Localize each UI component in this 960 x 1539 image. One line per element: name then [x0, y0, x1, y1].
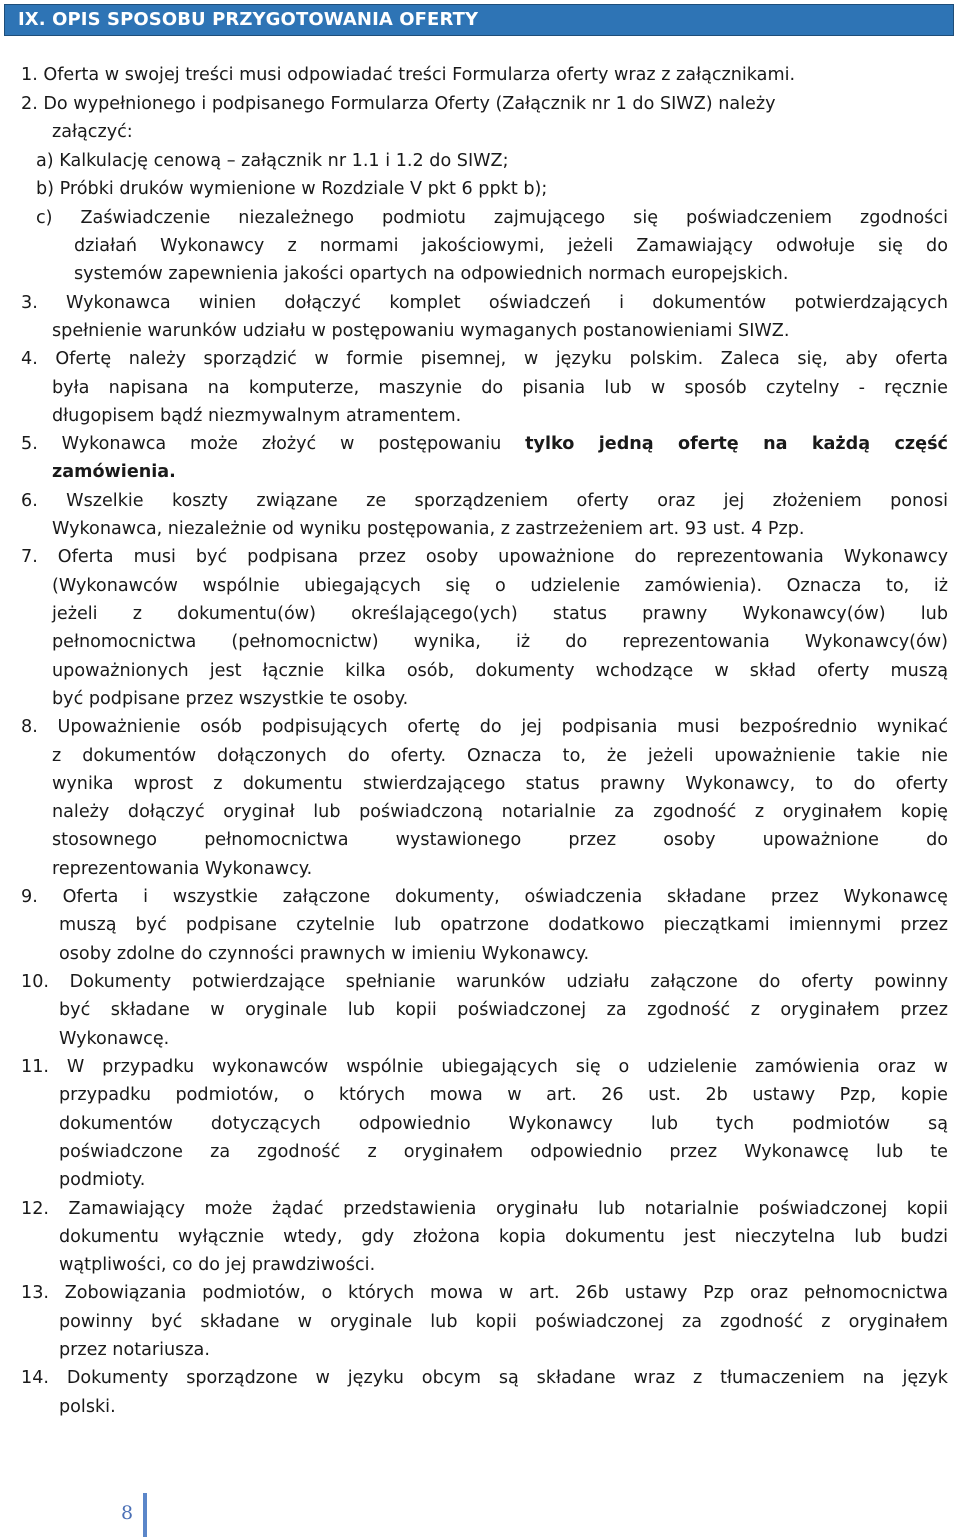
line-text: poświadczone za zgodność z oryginałem odpowiednio przez Wykonawcę lub te [59, 1142, 948, 1162]
line-text: b) Próbki druków wymienione w Rozdziale V pkt 6 ppkt b); [36, 179, 548, 199]
text-line [21, 543, 948, 571]
line-text: była napisana na komputerze, maszynie do pisania lub w sposób czytelny - ręcznie [52, 378, 948, 398]
text-line [52, 685, 408, 713]
text-line [36, 204, 948, 232]
text-line [52, 826, 948, 854]
text-line [74, 260, 788, 288]
line-text: (Wykonawców wspólnie ubiegających się o udzielenie zamówienia). Oznacza to, iż [52, 576, 948, 596]
text-line [21, 968, 948, 996]
text-line [52, 458, 176, 486]
text-line [36, 175, 547, 203]
line-text: 4. Ofertę należy sporządzić w formie pisemnej, w języku polskim. Zaleca się, aby oferta [21, 349, 948, 369]
line-text: należy dołączyć oryginał lub poświadczoną notarialnie za zgodność z oryginałem kopię [52, 802, 948, 822]
line-text: 13. Zobowiązania podmiotów, o których mowa w art. 26b ustawy Pzp oraz pełnomocnictwa [21, 1283, 948, 1303]
text-line [52, 402, 461, 430]
text-line [59, 1138, 948, 1166]
line-text: reprezentowania Wykonawcy. [52, 859, 313, 879]
line-text: polski. [59, 1397, 116, 1417]
text-line [52, 600, 948, 628]
line-text: jeżeli z dokumentu(ów) określającego(ych) status prawny Wykonawcy(ów) lub [52, 604, 948, 624]
line-text: systemów zapewnienia jakości opartych na odpowiednich normach europejskich. [74, 264, 789, 284]
line-text: 6. Wszelkie koszty związane ze sporządzeniem oferty oraz jej złożeniem ponosi [21, 491, 948, 511]
text-line [59, 1336, 210, 1364]
line-text: 3. Wykonawca winien dołączyć komplet oświadczeń i dokumentów potwierdzających [21, 293, 948, 313]
text-line [59, 1308, 948, 1336]
text-line [21, 1053, 948, 1081]
page-number-divider [143, 1493, 147, 1537]
text-line [52, 118, 133, 146]
line-text: upoważnionych jest łącznie kilka osób, dokumenty wchodzące w skład oferty muszą [52, 661, 948, 681]
line-text: 14. Dokumenty sporządzone w języku obcym są składane wraz z tłumaczeniem na język [21, 1368, 948, 1388]
bold-text: tylko jedną ofertę na każdą część [525, 434, 948, 454]
line-text: spełnienie warunków udziału w postępowaniu wymaganych postanowieniami SIWZ. [52, 321, 790, 341]
text-line [52, 798, 948, 826]
line-text: 12. Zamawiający może żądać przedstawienia oryginału lub notarialnie poświadczonej kopii [21, 1199, 948, 1219]
line-text: podmioty. [59, 1170, 146, 1190]
text-line [21, 430, 948, 458]
text-line [52, 317, 789, 345]
line-text: c) Zaświadczenie niezależnego podmiotu zajmującego się poświadczeniem zgodności [36, 208, 948, 228]
line-text: Wykonawca, niezależnie od wyniku postępowania, z zastrzeżeniem art. 93 ust. 4 Pzp. [52, 519, 805, 539]
text-line [52, 515, 804, 543]
text-line [59, 1166, 145, 1194]
text-line [21, 713, 948, 741]
text-line [36, 147, 509, 175]
line-text: z dokumentów dołączonych do oferty. Oznacza to, że jeżeli upoważnienie takie nie [52, 746, 948, 766]
line-text: stosownego pełnomocnictwa wystawionego przez osoby upoważnione do [52, 830, 948, 850]
text-line [21, 1279, 948, 1307]
text-line [21, 90, 776, 118]
text-line [21, 1364, 948, 1392]
text-line [52, 770, 948, 798]
text-line [59, 1393, 116, 1421]
line-text: 7. Oferta musi być podpisana przez osoby upoważnione do reprezentowania Wykonawcy [21, 547, 948, 567]
line-text: dokumentów dotyczących odpowiednio Wykonawcy lub tych podmiotów są [59, 1114, 948, 1134]
line-text: dokumentu wyłącznie wtedy, gdy złożona kopia dokumentu jest nieczytelna lub budzi [59, 1227, 948, 1247]
text-line [59, 911, 948, 939]
text-line [52, 855, 312, 883]
text-line [21, 883, 948, 911]
text-line [21, 61, 795, 89]
text-line [52, 742, 948, 770]
line-text: 5. Wykonawca może złożyć w postępowaniu [21, 434, 526, 454]
text-line [52, 572, 948, 600]
text-line [59, 1110, 948, 1138]
bold-text: zamówienia. [52, 462, 176, 482]
text-line [21, 1195, 948, 1223]
line-text: przez notariusza. [59, 1340, 210, 1360]
line-text: 9. Oferta i wszystkie załączone dokumenty, oświadczenia składane przez Wykonawcę [21, 887, 948, 907]
line-text: wynika wprost z dokumentu stwierdzającego status prawny Wykonawcy, to do oferty [52, 774, 948, 794]
line-text: muszą być podpisane czytelnie lub opatrzone dodatkowo pieczątkami imiennymi przez [59, 915, 948, 935]
line-text: działań Wykonawcy z normami jakościowymi, jeżeli Zamawiający odwołuje się do [74, 236, 948, 256]
line-text: być składane w oryginale lub kopii poświadczonej za zgodność z oryginałem przez [59, 1000, 948, 1020]
text-line [21, 345, 948, 373]
line-text: 8. Upoważnienie osób podpisujących ofertę do jej podpisania musi bezpośrednio wynikać [21, 717, 948, 737]
text-line [59, 1223, 948, 1251]
text-line [52, 657, 948, 685]
line-text: powinny być składane w oryginale lub kopii poświadczonej za zgodność z oryginałem [59, 1312, 948, 1332]
line-text: Wykonawcę. [59, 1029, 170, 1049]
line-text: 10. Dokumenty potwierdzające spełnianie warunków udziału załączone do oferty powinny [21, 972, 948, 992]
text-line [74, 232, 948, 260]
line-text: 2. Do wypełnionego i podpisanego Formularza Oferty (Załącznik nr 1 do SIWZ) należy [21, 94, 776, 114]
line-text: wątpliwości, co do jej prawdziwości. [59, 1255, 376, 1275]
line-text: a) Kalkulację cenową – załącznik nr 1.1 i 1.2 do SIWZ; [36, 151, 509, 171]
text-line [59, 940, 589, 968]
line-text: załączyć: [52, 122, 133, 142]
line-text: 1. Oferta w swojej treści musi odpowiadać treści Formularza oferty wraz z załącznikami. [21, 65, 796, 85]
text-line [59, 1025, 169, 1053]
text-line [59, 1081, 948, 1109]
text-line [52, 374, 948, 402]
line-text: długopisem bądź niezmywalnym atramentem. [52, 406, 462, 426]
text-line [59, 996, 948, 1024]
section-header: IX. OPIS SPOSOBU PRZYGOTOWANIA OFERTY [4, 4, 954, 36]
page-number: 8 [121, 1502, 134, 1524]
text-line [21, 289, 948, 317]
text-line [52, 628, 948, 656]
line-text: 11. W przypadku wykonawców wspólnie ubiegających się o udzielenie zamówienia oraz w [21, 1057, 948, 1077]
text-line [59, 1251, 375, 1279]
line-text: być podpisane przez wszystkie te osoby. [52, 689, 409, 709]
line-text: pełnomocnictwa (pełnomocnictw) wynika, iż do reprezentowania Wykonawcy(ów) [52, 632, 948, 652]
line-text: osoby zdolne do czynności prawnych w imieniu Wykonawcy. [59, 944, 590, 964]
line-text: przypadku podmiotów, o których mowa w art. 26 ust. 2b ustawy Pzp, kopie [59, 1085, 948, 1105]
text-line [21, 487, 948, 515]
